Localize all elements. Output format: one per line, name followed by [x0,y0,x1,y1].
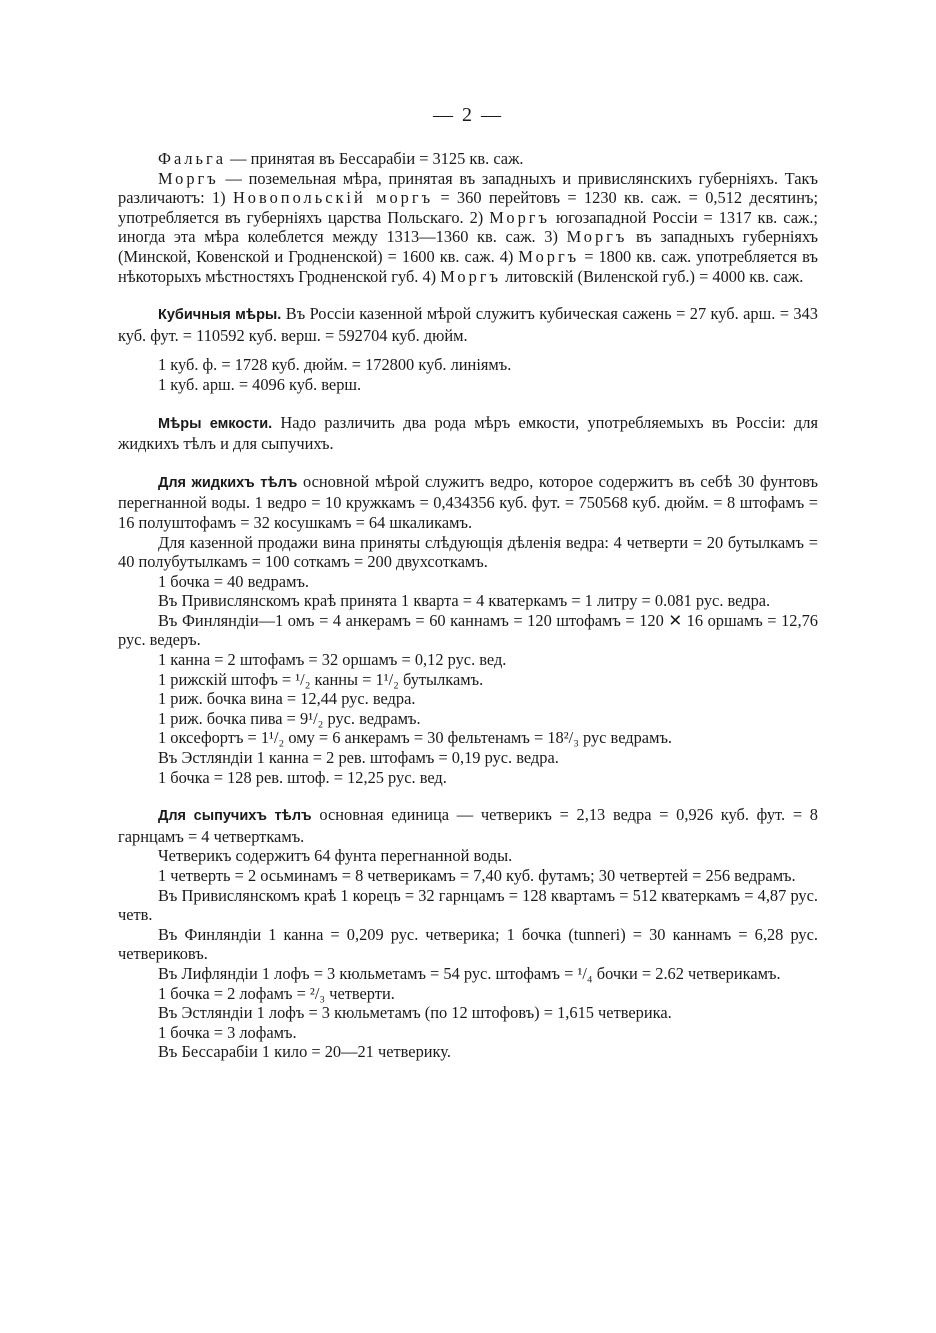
dry-line: Въ Привислянскомъ краѣ 1 корецъ = 32 гарнцамъ = 128 квартамъ = 512 кватеркамъ = 4,87 рус. четв. [118,885,818,925]
text-cubic: Въ Россіи казенной мѣрой служитъ кубическая сажень = 27 куб. арш. = 343 куб. фут. = 110592 куб. верш. = 592704 куб. дюйм. [118,304,818,345]
term-morg-6: Моргъ [440,266,502,286]
cubic-line-2: 1 куб. арш. = 4096 куб. верш. [158,374,362,394]
paragraph-dry [118,805,818,846]
text-morg-1: — поземельная мѣра, принятая въ западныхъ и привислянскихъ губерніяхъ. Такъ различаютъ: 1) [118,168,818,208]
term-morg-3: Моргъ [489,207,550,227]
text-liquid: основной мѣрой служитъ ведро, которое содержитъ въ себѣ 30 фунтовъ перегнанной воды. 1 ведро = 10 кружкамъ = 0,434356 куб. фут. = 750568 куб. дюйм. = 8 штофамъ = 16 полуштофамъ = 32 косушкамъ = 64 шкаликамъ. [118,471,819,532]
dry-line: Въ Финляндіи 1 канна = 0,209 рус. четверика; 1 бочка (tunneri) = 30 каннамъ = 6,28 рус. четвериковъ. [118,924,818,964]
text-morg-5: = 1800 кв. саж. употребляется въ нѣкоторыхъ мѣстностяхъ Гродненской губ. 4) [118,246,818,286]
text-dry: основная единица — четверикъ = 2,13 ведра = 0,926 куб. фут. = 8 гарнцамъ = 4 четверткамъ. [118,805,818,846]
text-morg-2: = 360 перейтовъ = 1230 кв. саж. = 0,512 десятинъ; употребляется въ губерніяхъ царства Польскаго. 2) [118,188,818,227]
paragraph-falga [118,149,818,169]
heading-liquid: Для жидкихъ тѣлъ [158,474,298,491]
heading-dry: Для сыпучихъ тѣлъ [158,808,312,825]
liquid-line: 1 оксефортъ = 1¹/₂ ому = 6 анкерамъ = 30 фельтенамъ = 18²/₃ рус ведрамъ. [158,728,673,748]
text-morg-3: югозападной Россіи = 1317 кв. саж.; иногда эта мѣра колеблется между 1313—1360 кв. саж. 3) [118,207,818,247]
liquid-line: 1 рижскій штофъ = ¹/₂ канны = 1¹/₂ бутылкамъ. [158,669,484,689]
paragraph-morg [118,169,818,287]
liquid-line: 1 канна = 2 штофамъ = 32 оршамъ = 0,12 рус. вед. [158,650,507,670]
term-morg-4: Моргъ [566,227,628,247]
term-morg-5: Моргъ [518,246,580,266]
dry-line: Въ Лифляндіи 1 лофъ = 3 кюльметамъ = 54 рус. штофамъ = ¹/₄ бочки = 2.62 четверикамъ. [158,963,781,983]
dry-line: 1 бочка = 3 лофамъ. [158,1022,297,1042]
liquid-line: Въ Эстляндіи 1 канна = 2 рев. штофамъ = 0,19 рус. ведра. [158,748,559,768]
dry-line: 1 бочка = 2 лофамъ = ²/₃ четверти. [158,983,395,1003]
heading-capacity: Мѣры емкости. [158,415,273,432]
liquid-line: Для казенной продажи вина приняты слѣдующія дѣленія ведра: 4 четверти = 20 бутылкамъ = 40 полубутылкамъ = 100 соткамъ = 200 двухсоткамъ. [118,532,818,572]
page [118,104,818,1062]
liquid-line: 1 риж. бочка вина = 12,44 рус. ведра. [158,689,416,709]
liquid-line: 1 бочка = 40 ведрамъ. [158,571,310,591]
dry-line: Въ Эстляндіи 1 лофъ = 3 кюльметамъ (по 12 штофовъ) = 1,615 четверика. [158,1003,672,1023]
paragraph-liquid [118,472,818,533]
liquid-line: Въ Привислянскомъ краѣ принята 1 кварта = 4 кватеркамъ = 1 литру = 0.081 рус. ведра. [158,591,771,611]
term-falga: Фальга [158,149,227,168]
dry-line: Въ Бессарабіи 1 кило = 20—21 четверику. [158,1042,451,1062]
text-morg-6: литовскій (Виленской губ.) = 4000 кв. саж. [501,266,804,286]
page-number: — 2 — [433,104,503,126]
paragraph-cubic [118,304,818,345]
term-novopolsky-morg: Новопольскій моргъ [232,188,434,208]
heading-cubic: Кубичныя мѣры. [158,307,282,324]
liquid-line: 1 риж. бочка пива = 9¹/₂ рус. ведрамъ. [158,708,421,728]
text-morg-4: въ западныхъ губерніяхъ (Минской, Ковенской и Гродненской) = 1600 кв. саж. 4) [118,227,818,266]
term-morg: Моргъ [158,168,219,188]
cubic-line-1: 1 куб. ф. = 1728 куб. дюйм. = 172800 куб. линіямъ. [158,355,512,375]
liquid-line: 1 бочка = 128 рев. штоф. = 12,25 рус. вед. [158,767,447,787]
dry-line: Четверикъ содержитъ 64 фунта перегнанной воды. [158,846,513,866]
liquid-line: Въ Финляндіи—1 омъ = 4 анкерамъ = 60 каннамъ = 120 штофамъ = 120 ✕ 16 оршамъ = 12,76 рус. ведеръ. [118,610,818,650]
text-capacity: Надо различить два рода мѣръ емкости, употребляемыхъ въ Россіи: для жидкихъ тѣлъ и для сыпучихъ. [118,412,818,454]
text-falga: — принятая въ Бессарабіи = 3125 кв. саж. [226,149,524,168]
paragraph-capacity [118,413,818,454]
dry-line: 1 четверть = 2 осьминамъ = 8 четверикамъ = 7,40 куб. футамъ; 30 четвертей = 256 ведрамъ. [158,866,796,885]
